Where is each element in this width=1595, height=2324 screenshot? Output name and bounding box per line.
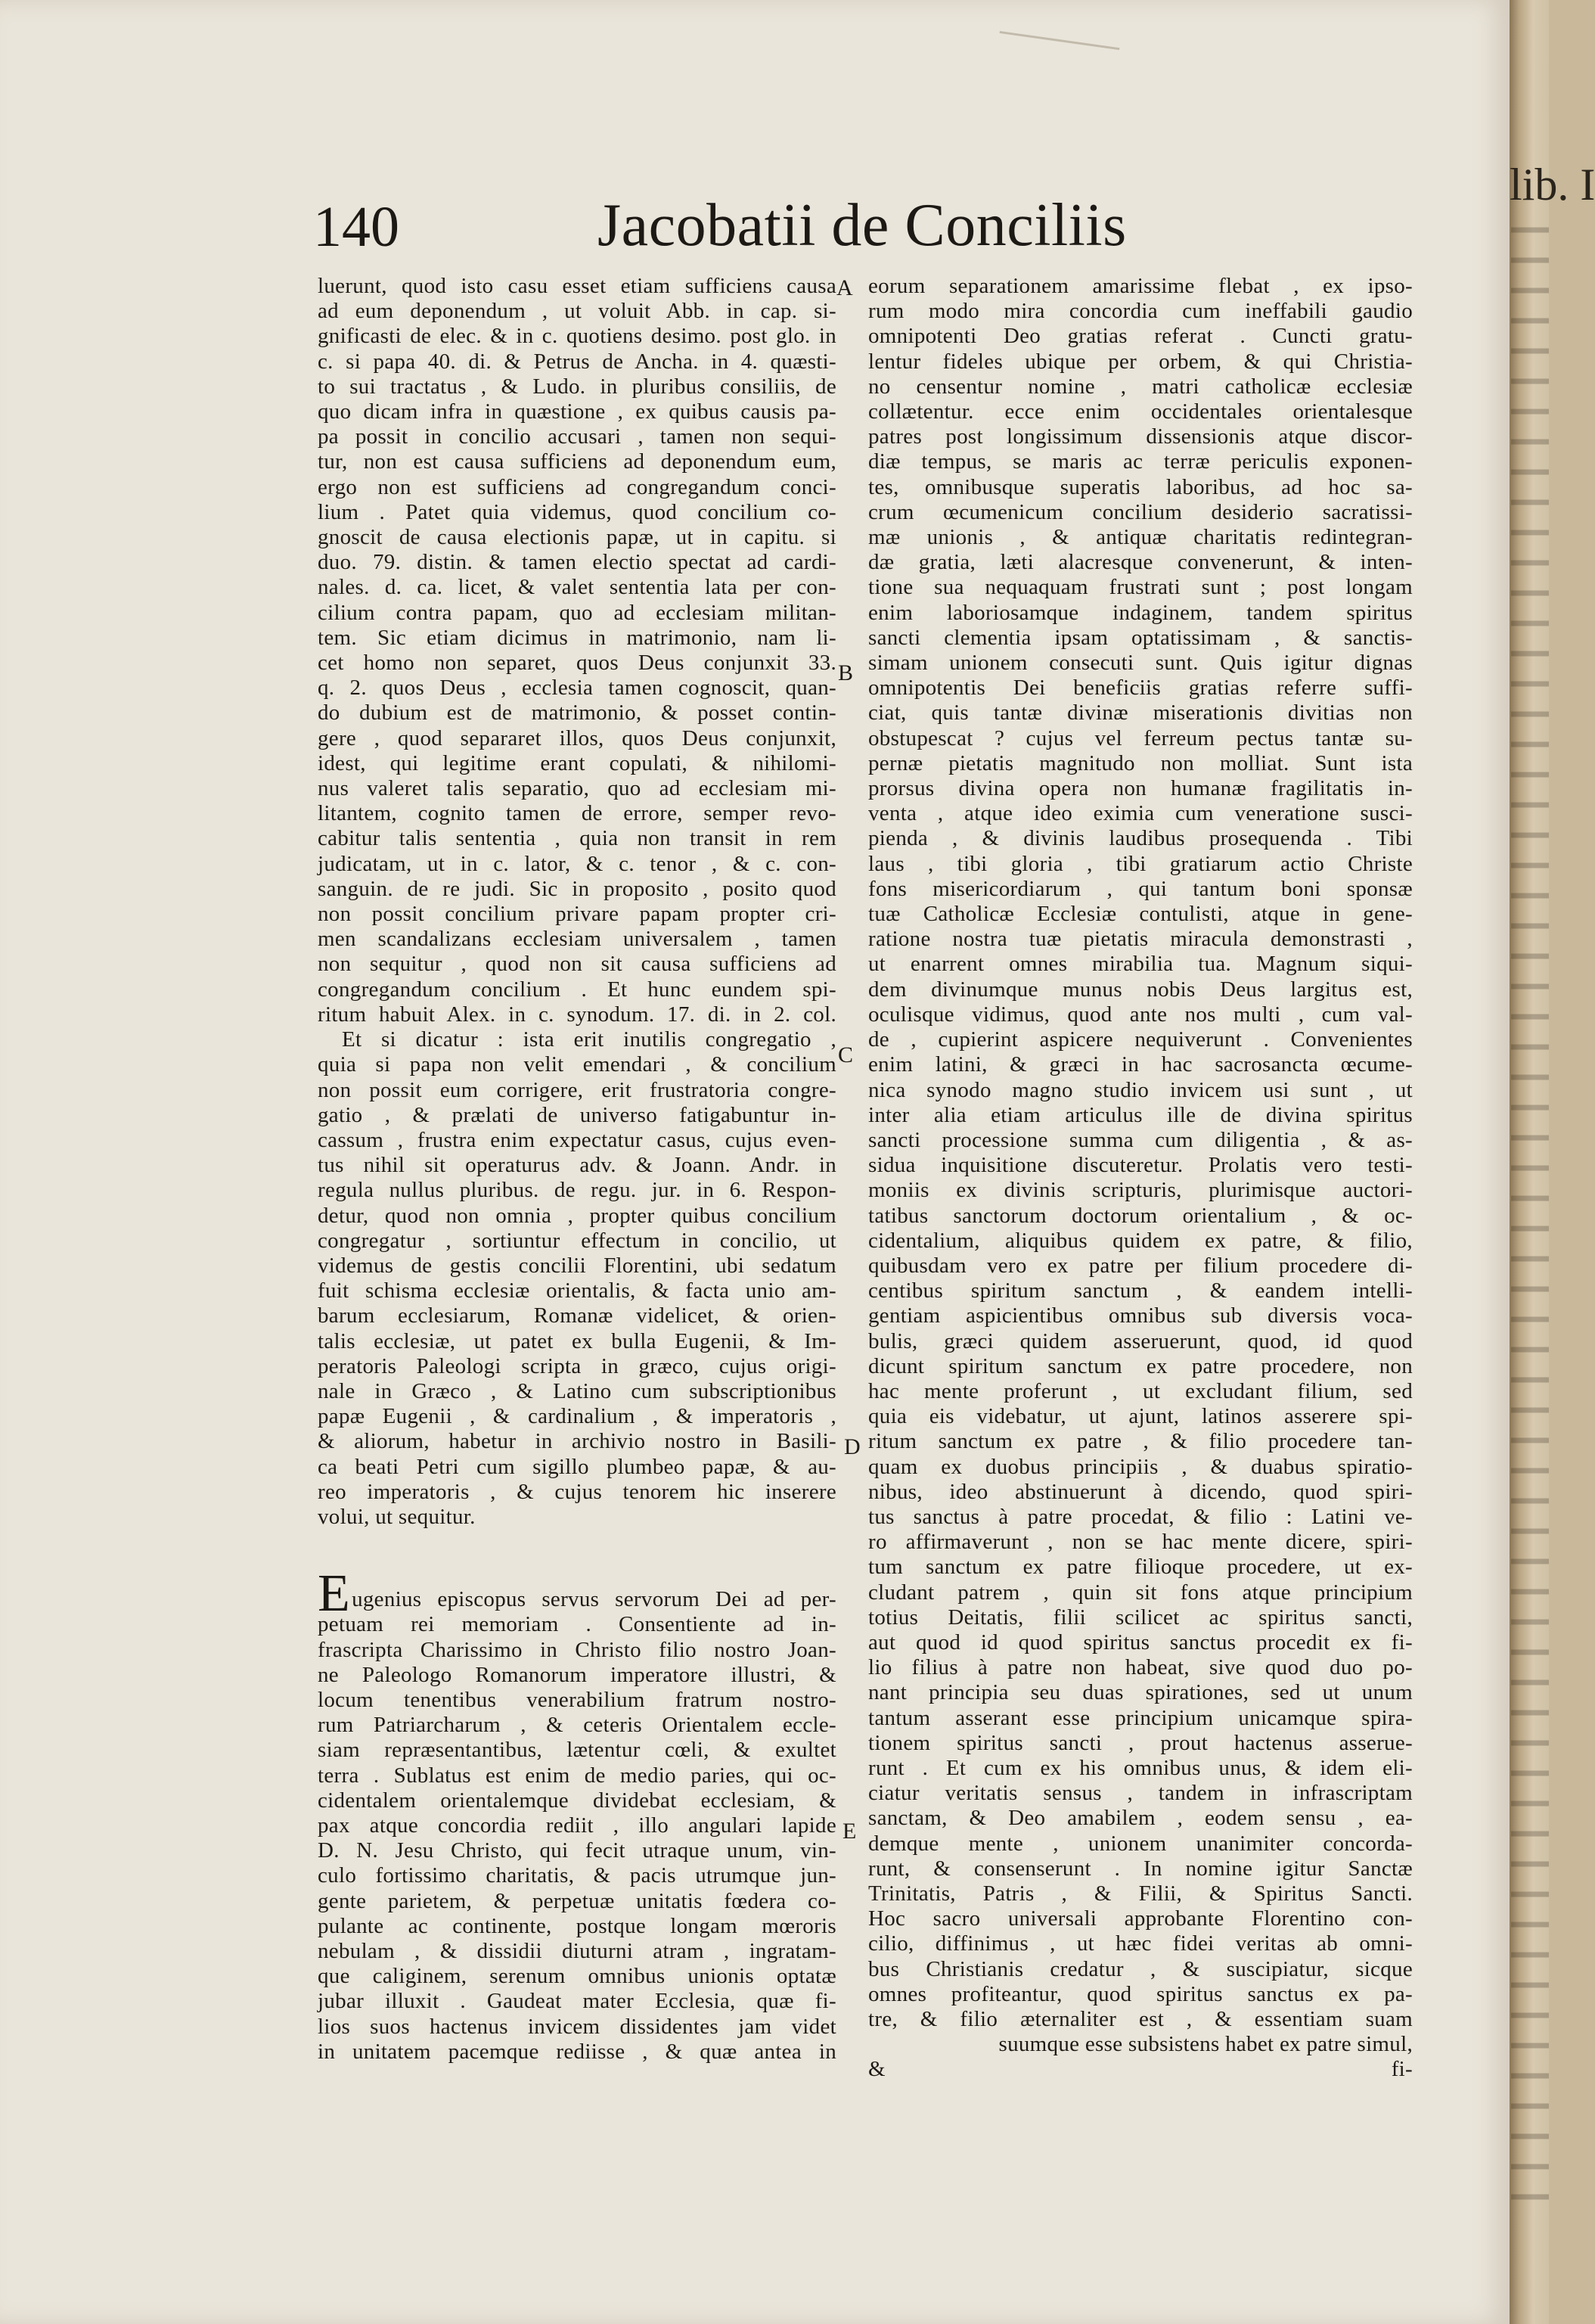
text-line: nale in Græco , & Latino cum subscriptionibus	[318, 1378, 836, 1403]
page-number: 140	[313, 195, 399, 259]
text-line: nebulam , & dissidii diuturni atram , ingratam-	[318, 1939, 836, 1963]
text-line: bulis, græci quidem asseruerunt, quod, id quod	[868, 1328, 1413, 1353]
text-line: Eugenius episcopus servus servorum Dei ad per-	[318, 1564, 836, 1623]
text-line: congregandum concilium . Et hunc eundem spi-	[318, 977, 836, 1002]
text-line: tantum asserant esse principium unicamque spira-	[868, 1705, 1413, 1730]
text-line: culo fortissimo charitatis, & pacis utrumque jun-	[318, 1863, 836, 1888]
text-line: ergo non est sufficiens ad congregandum conci-	[318, 474, 836, 499]
text-line: tione sua nequaquam frustrati sunt ; post longam	[868, 575, 1413, 600]
text-line: laus , tibi gloria , tibi gratiarum actio Christe	[868, 851, 1413, 876]
right-column	[868, 274, 1413, 2083]
text-line: fuit schisma ecclesiæ orientalis, & facta unio am-	[318, 1279, 836, 1303]
text-line: que caliginem, serenum omnibus unionis optatæ	[318, 1964, 836, 1989]
text-line: crum œcumenicum concilium desiderio sacratissi-	[868, 499, 1413, 524]
text-line: cilium contra papam, quo ad ecclesiam militan-	[318, 600, 836, 625]
text-line: venta , atque ideo eximia cum veneratione susci-	[868, 801, 1413, 826]
text-line: moniis ex divinis scripturis, plurimisque auctori-	[868, 1178, 1413, 1203]
text-line: obstupescat ? cujus vel ferreum pectus tantæ su-	[868, 725, 1413, 750]
text-line: quo dicam infra in quæstione , ex quibus causis pa-	[318, 399, 836, 424]
text-line: enim laboriosamque indaginem, tandem spiritus	[868, 600, 1413, 625]
text-line: sanguin. de re judi. Sic in proposito , posito quod	[318, 876, 836, 901]
text-line: gnoscit de causa electionis papæ, ut in capitu. si	[318, 525, 836, 550]
text-line: nus valeret talis separatio, quo ad ecclesiam mi-	[318, 776, 836, 801]
text-line: hac mente proferunt , ut excludant filium, sed	[868, 1378, 1413, 1403]
text-line: talis ecclesiæ, ut patet ex bulla Eugenii, & Im-	[318, 1328, 836, 1353]
text-line: sancti clementia ipsam optatissimam , & sanctis-	[868, 625, 1413, 650]
text-line: barum ecclesiarum, Romanæ videlicet, & orien-	[318, 1303, 836, 1328]
text-line: nant principia seu duas spirationes, sed ut unum	[868, 1680, 1413, 1705]
text-line: terra . Sublatus est enim de medio paries, qui oc-	[318, 1763, 836, 1788]
text-line: omnipotentis Dei beneficiis gratias referre suffi-	[868, 676, 1413, 701]
text-line: ritum sanctum ex patre , & filio procedere tan-	[868, 1429, 1413, 1454]
text-line: mæ unionis , & antiquæ charitatis redintegran-	[868, 525, 1413, 550]
text-line: tes, omnibusque superatis laboribus, ad hoc sa-	[868, 474, 1413, 499]
text-line: gente parietem, & perpetuæ unitatis fœdera co-	[318, 1888, 836, 1913]
text-line: quam ex duobus principiis , & duabus spiratio-	[868, 1454, 1413, 1479]
text-line: men scandalizans ecclesiam universalem , tamen	[318, 927, 836, 952]
text-line: tus nihil sit operaturus adv. & Joann. Andr. in	[318, 1153, 836, 1178]
text-line: locum tenentibus venerabilium fratrum nostro-	[318, 1687, 836, 1712]
text-line: rum modo mira concordia cum ineffabili gaudio	[868, 299, 1413, 324]
next-page-text-fragment	[1511, 212, 1549, 2217]
text-line: regula nullus pluribus. de regu. jur. in 6. Respon-	[318, 1178, 836, 1203]
running-title: Jacobatii de Conciliis	[597, 192, 1127, 259]
margin-letter-c: C	[838, 1042, 854, 1067]
text-line: duo. 79. distin. & tamen electio spectat ad cardi-	[318, 550, 836, 575]
text-line: ad eum deponendum , ut voluit Abb. in cap. si-	[318, 299, 836, 324]
text-line: dæ gratia, læti alacresque convenerunt, & inten-	[868, 550, 1413, 575]
text-line: quia eis videbatur, ut ajunt, latinos asserere spi-	[868, 1404, 1413, 1429]
text-line: petuam rei memoriam . Consentiente ad in-	[318, 1612, 836, 1637]
text-line: cet homo non separet, quos Deus conjunxit 33.	[318, 651, 836, 676]
text-line: idest, qui legitime erant copulati, & nihilomi-	[318, 750, 836, 775]
text-line: cludant patrem , quin sit fons atque principium	[868, 1580, 1413, 1605]
margin-letter-e: E	[842, 1819, 857, 1844]
text-line: nales. d. ca. licet, & valet sententia lata per con-	[318, 575, 836, 600]
text-line: in unitatem pacemque rediisse , & quæ antea in	[318, 2039, 836, 2064]
text-line: congregatur , sortiuntur effectum in concilio, ut	[318, 1228, 836, 1253]
text-line: pulante ac continente, postque longam mœroris	[318, 1913, 836, 1938]
text-line: sidua inquisitione discuteretur. Prolatis vero testi-	[868, 1153, 1413, 1178]
text-line: reo imperatoris , & cujus tenorem hic inserere	[318, 1479, 836, 1504]
text-line: nibus, ideo abstinuerunt à dicendo, quod spiri-	[868, 1479, 1413, 1504]
text-line: rum Patriarcharum , & ceteris Orientalem eccle-	[318, 1713, 836, 1738]
text-line: to sui tractatus , & Ludo. in pluribus consiliis, de	[318, 374, 836, 399]
text-line: videmus de gestis concilii Florentini, ubi sedatum	[318, 1253, 836, 1278]
text-line: sancti processione summa cum diligentia , & as-	[868, 1127, 1413, 1152]
text-line: non possit eum corrigere, erit frustratoria congre-	[318, 1077, 836, 1102]
text-line: bus Christianis credatur , & suscipiatur, sicque	[868, 1956, 1413, 1981]
text-line: no censentur nomine , matri catholicæ ecclesiæ	[868, 374, 1413, 399]
text-line: D. N. Jesu Christo, qui fecit utraque unum, vin-	[318, 1838, 836, 1863]
text-line: siam repræsentantibus, lætentur cœli, & exultet	[318, 1738, 836, 1763]
text-line: inter alia etiam articulus ille de divina spiritus	[868, 1102, 1413, 1127]
text-line: cilio, diffinimus , ut hæc fidei veritas ab omni-	[868, 1931, 1413, 1956]
next-page-heading: lib. I	[1510, 160, 1595, 210]
text-line: totius Deitatis, filii scilicet ac spiritus sancti,	[868, 1605, 1413, 1630]
text-line: demque mente , unionem unanimiter concorda-	[868, 1831, 1413, 1856]
text-line: simam unionem consecuti sunt. Quis igitur dignas	[868, 651, 1413, 676]
text-line: tionem spiritus sancti , prout hactenus asserue-	[868, 1730, 1413, 1755]
text-line: pienda , & divinis laudibus prosequenda . Tibi	[868, 826, 1413, 851]
text-line: tatibus sanctorum doctorum orientalium , & oc-	[868, 1203, 1413, 1228]
text-line: dem divinumque munus nobis Deus largitus est,	[868, 977, 1413, 1002]
text-line: gentiam aspicientibus omnibus sub diversis voca-	[868, 1303, 1413, 1328]
text-line: patres post longissimum dissensionis atque discor-	[868, 424, 1413, 449]
text-line: c. si papa 40. di. & Petrus de Ancha. in 4. quæsti-	[318, 349, 836, 374]
text-line: lentur fideles ubique per orbem, & qui Christia-	[868, 349, 1413, 374]
text-line: quibusdam vero ex patre per filium procedere di-	[868, 1253, 1413, 1278]
text-line: Trinitatis, Patris , & Filii, & Spiritus Sancti.	[868, 1881, 1413, 1906]
text-line: tur, non est causa sufficiens ad deponendum eum,	[318, 449, 836, 474]
text-line: ritum habuit Alex. in c. synodum. 17. di. in 2. col.	[318, 1002, 836, 1027]
text-line: omnipotenti Deo gratias referat . Cuncti gratu-	[868, 324, 1413, 349]
text-line: pa possit in concilio accusari , tamen non sequi-	[318, 424, 836, 449]
margin-letter-d: D	[844, 1434, 861, 1459]
text-line: luerunt, quod isto casu esset etiam sufficiens causa	[318, 274, 836, 298]
text-line: ciatur veritatis sensus , tandem in infrascriptam	[868, 1781, 1413, 1806]
text-line: fons misericordiarum , qui tantum boni sponsæ	[868, 876, 1413, 901]
text-line: jubar illuxit . Gaudeat mater Ecclesia, quæ fi-	[318, 1989, 836, 2014]
text-line: aut quod id quod spiritus sanctus procedit ex fi-	[868, 1630, 1413, 1654]
text-line: gnificasti de elec. & in c. quotiens desimo. post glo. in	[318, 324, 836, 349]
text-line: tum sanctum ex patre filioque procedere, ut ex-	[868, 1555, 1413, 1580]
text-line: centibus spiritum sanctum , & eandem intelli-	[868, 1279, 1413, 1303]
paragraph-gap	[318, 1530, 836, 1574]
text-line: pernæ pietatis magnitudo non molliat. Sunt ista	[868, 750, 1413, 775]
text-line: omnes profiteantur, quod spiritus sanctus ex pa-	[868, 1981, 1413, 2006]
text-line: tuæ Catholicæ Ecclesiæ contulisti, atque in gene-	[868, 902, 1413, 927]
text-line: papæ Eugenii , & cardinalium , & imperatoris ,	[318, 1404, 836, 1429]
margin-letter-a: A	[836, 275, 853, 300]
text-line: volui, ut sequitur.	[318, 1504, 476, 1529]
text-line: lium . Patet quia videmus, quod concilium co-	[318, 499, 836, 524]
text-line: tre, & filio æternaliter est , & essentiam suam	[868, 2007, 1413, 2032]
text-line: gatio , & prælati de universo fatigabuntur in-	[318, 1102, 836, 1127]
paper-tab-mark	[998, 31, 1120, 61]
text-line: runt, & consenserunt . In nomine igitur Sanctæ	[868, 1856, 1413, 1881]
text-line: tus sanctus à patre procedat, & filio : Latini ve-	[868, 1504, 1413, 1529]
text-line: lio filius à patre non habeat, sive quod duo po-	[868, 1655, 1413, 1680]
text-line: do dubium est de matrimonio, & posset contin-	[318, 701, 836, 725]
text-line: detur, quod non omnia , propter quibus concilium	[318, 1203, 836, 1228]
text-line: & fi-	[868, 2057, 1413, 2082]
text-line: ut enarrent omnes mirabilia tua. Magnum siqui-	[868, 952, 1413, 977]
text-line: ciat, quis tantæ divinæ miserationis divitias non	[868, 701, 1413, 725]
text-line: & aliorum, habetur in archivio nostro in Basili-	[318, 1429, 836, 1454]
text-line: nica synodo magno studio invicem usi sunt , ut	[868, 1077, 1413, 1102]
text-line: ro affirmaverunt , non se hac mente dicere, spiri-	[868, 1530, 1413, 1555]
text-line: ca beati Petri cum sigillo plumbeo papæ, & au-	[318, 1454, 836, 1479]
text-line: pax atque concordia rediit , illo angulari lapide	[318, 1813, 836, 1838]
text-line: eorum separationem amarissime flebat , ex ipso-	[868, 274, 1413, 298]
text-line: non possit concilium privare papam propter cri-	[318, 902, 836, 927]
text-line: de , cupierint aspicere nequiverunt . Convenientes	[868, 1027, 1413, 1052]
text-line: Et si dicatur : ista erit inutilis congregatio ,	[342, 1027, 836, 1052]
text-line: dicunt spiritum sanctum ex patre procedere, non	[868, 1353, 1413, 1378]
text-line: gere , quod separaret illos, quos Deus conjunxit,	[318, 725, 836, 750]
text-line: cidentalium, aliquibus quidem ex patre, & filio,	[868, 1228, 1413, 1253]
text-line: non sequitur , quod non sit causa sufficiens ad	[318, 952, 836, 977]
margin-letter-b: B	[838, 660, 854, 685]
text-line: prorsus divina opera non humanæ fragilitatis in-	[868, 776, 1413, 801]
text-line: ratione nostra tuæ pietatis miracula demonstrasti ,	[868, 927, 1413, 952]
text-line: peratoris Paleologi scripta in græco, cujus origi-	[318, 1353, 836, 1378]
text-line: diæ tempus, se maris ac terræ periculis exponen-	[868, 449, 1413, 474]
drop-cap-initial: E	[318, 1564, 351, 1623]
text-line: suumque esse subsistens habet ex patre simul,	[998, 2032, 1413, 2057]
text-line: sanctam, & Deo amabilem , eodem sensu , ea-	[868, 1806, 1413, 1831]
text-line: cidentalem orientalemque dividebat ecclesiam, &	[318, 1788, 836, 1813]
text-line: ne Paleologo Romanorum imperatore illustri, &	[318, 1662, 836, 1687]
text-line: cassum , frustra enim expectatur casus, cujus even-	[318, 1127, 836, 1152]
text-line: Hoc sacro universali approbante Florentino con-	[868, 1906, 1413, 1931]
text-line: collætentur. ecce enim occidentales orientalesque	[868, 399, 1413, 424]
text-line: quia si papa non velit emendari , & concilium	[318, 1052, 836, 1077]
text-line: oculisque vidimus, quod ante nos multi , cum val-	[868, 1002, 1413, 1027]
left-column	[318, 274, 836, 2065]
text-line: enim latini, & græci in hac sacrosancta œcume-	[868, 1052, 1413, 1077]
text-line: q. 2. quos Deus , ecclesia tamen cognoscit, quan-	[318, 676, 836, 701]
text-line: cabitur talis sententia , quia non transit in rem	[318, 826, 836, 851]
text-line: runt . Et cum ex his omnibus unus, & idem eli-	[868, 1755, 1413, 1780]
text-line: litantem, cognito tamen de errore, semper revo-	[318, 801, 836, 826]
text-line: lios suos hactenus invicem dissidentes jam videt	[318, 2014, 836, 2039]
text-line: tem. Sic etiam dicimus in matrimonio, nam li-	[318, 625, 836, 650]
text-line: judicatam, ut in c. lator, & c. tenor , & c. con-	[318, 851, 836, 876]
text-line: frascripta Charissimo in Christo filio nostro Joan-	[318, 1637, 836, 1662]
